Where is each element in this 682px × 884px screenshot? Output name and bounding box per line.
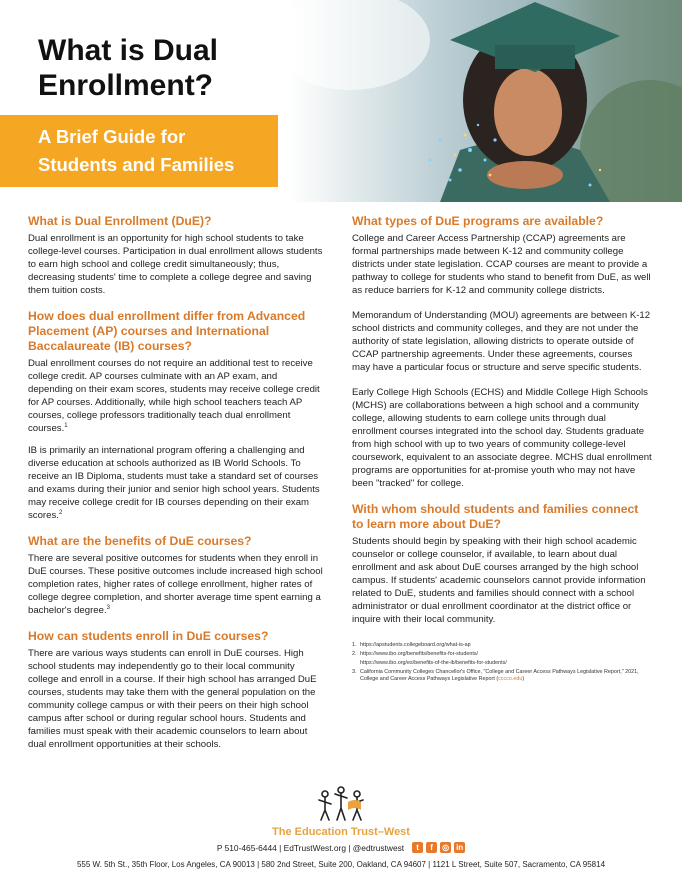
footnote-item <box>352 651 652 658</box>
left-column <box>28 214 324 763</box>
title-line-2: Enrollment? <box>38 69 214 102</box>
footnote-number: 2. <box>352 651 357 657</box>
footnote-tail: ) <box>522 676 525 682</box>
section-paragraph <box>28 357 324 435</box>
footnote-citation: California Community Colleges Chancellor's Office, "College and Career Access Pathways Legislative Report," 2021, College and Career Access Pathways Legislative Report ( <box>360 669 639 682</box>
footnote-number <box>352 660 360 667</box>
section-heading-what-is-due: What is Dual Enrollment (DuE)? <box>28 214 212 228</box>
page-title <box>38 33 298 103</box>
section-paragraph: Early College High Schools (ECHS) and Middle College High Schools (MCHS) are collaborations between a high school and a community college, allowing students to earn college units through dual enrollment courses integrated into the school day. Students graduate from high school with up to two years of community college-level coursework, equivalent to an associate degree. MCHS dual enrollment programs are opportunities for at-promise youth who may not have been "tracked" for college. <box>352 387 652 489</box>
section-heading-ap-ib-difference: How does dual enrollment differ from Advanced Placement (AP) courses and International Baccalaureate (IB) courses? <box>28 309 306 353</box>
paragraph-text: IB is primarily an international program offering a challenging and diverse education at schools authorized as IB World Schools. To receive an IB Diploma, students must take a standard set of courses and exams during their junior and senior high school years. Students may receive college credit for IB courses depending on their exam scores. <box>28 445 320 521</box>
contact-text: P 510-465-6444 | EdTrustWest.org | @edtrustwest <box>216 842 405 853</box>
footnote-item <box>352 642 652 649</box>
section-paragraph: College and Career Access Partnership (CCAP) agreements are formal partnerships made between K-12 and community college districts under state legislation. CCAP courses are meant to provide a pathway to college for students who stand to benefit from DuE, as well as reduce barriers for K-12 and community college districts. <box>352 233 651 296</box>
section-heading-who-to-connect: With whom should students and families connect to learn more about DuE? <box>352 502 639 531</box>
section-paragraph: Memorandum of Understanding (MOU) agreements are between K-12 school districts and community colleges, and they are not under the authority of state legislation, allowing districts to operate outside of CCAP partnership agreements. Under these agreements, courses may have a particular focus or structure and serve specific students. <box>352 310 651 373</box>
right-column <box>352 214 652 685</box>
footer <box>0 780 682 884</box>
subtitle-line-1: A Brief Guide for <box>38 126 186 147</box>
section-paragraph: There are various ways students can enroll in DuE courses. High school students may independently go to their local community college and enroll in a course. If their high school has arranged DuE courses, students may take them with the general population on the community college campus or with their peers on their high school campus after school or during regular school hours. Students and families must speak with their academic counselors to learn about dual enrollment opportunities at their schools. <box>28 648 317 750</box>
footnote-number: 1. <box>352 642 357 648</box>
footnote-link[interactable]: https://www.ibo.org/benefits/benefits-for-students/ <box>360 651 479 657</box>
section-paragraph: Dual enrollment is an opportunity for high school students to take college-level courses. Participation in dual enrollment allows students to earn high school and college credit simultaneously; thus, decreasing students' time to complete a college degree and saving them tuition costs. <box>28 233 323 296</box>
twitter-icon[interactable]: t <box>412 842 423 853</box>
section-heading-program-types: What types of DuE programs are available? <box>352 214 604 228</box>
paragraph-text: Dual enrollment courses do not require an additional test to receive college credit. AP courses culminate with an AP exam, and depending on their exam scores, students may receive college credit for AP courses. Additionally, while high school teachers teach AP courses, college professors traditionally teach dual enrollment courses. <box>28 358 320 434</box>
footnote-text <box>360 669 652 683</box>
footnote-link[interactable]: https://apstudents.collegeboard.org/what-is-ap <box>360 642 471 648</box>
org-name: The Education Trust–West <box>272 826 410 838</box>
subtitle-band <box>0 115 278 187</box>
paragraph-text: There are several positive outcomes for students when they enroll in DuE courses. These positive outcomes include increased high school completion rates, higher rates of college enrollment, higher rates of college degree completion, and shorter average time spent earning a bachelor's degree. <box>28 553 323 616</box>
footnote-link[interactable]: cccco.edu <box>498 676 523 682</box>
footnote-ref: 2 <box>58 509 63 516</box>
footnote-link[interactable]: https://www.ibo.org/es/benefits-of-the-ib/benefits-for-students/ <box>360 660 507 666</box>
facebook-icon[interactable]: f <box>426 842 437 853</box>
section-heading-benefits: What are the benefits of DuE courses? <box>28 534 252 548</box>
subtitle-line-2: Students and Families <box>38 154 235 175</box>
social-icons <box>412 842 465 853</box>
footnote-item <box>352 660 652 667</box>
footnote-ref: 3 <box>106 604 110 611</box>
footnote-item <box>352 669 652 683</box>
footnotes <box>352 642 652 683</box>
section-heading-how-enroll: How can students enroll in DuE courses? <box>28 629 269 643</box>
section-paragraph <box>28 552 324 617</box>
instagram-icon[interactable]: ◎ <box>440 842 451 853</box>
header <box>0 0 682 202</box>
footnote-ref: 1 <box>64 422 68 429</box>
section-paragraph: Students should begin by speaking with their high school academic counselor or college counselor, if available, to learn about dual enrollment and ask about DuE courses arranged by the high school campus. If students' academic counselors cannot provide information related to DuE, students and families should connect with a school administrator or dual enrollment coordinator at the district office or inquire with their local community. <box>352 536 646 625</box>
linkedin-icon[interactable]: in <box>456 843 464 852</box>
contact-line <box>0 842 682 853</box>
address-line: 555 W. 5th St., 35th Floor, Los Angeles, CA 90013 | 580 2nd Street, Suite 200, Oakland, CA 94607 | 1121 L Street, Suite 507, Sacramento, CA 95814 <box>76 860 606 869</box>
graduate-photo <box>290 0 682 202</box>
title-line-1: What is Dual <box>38 34 219 67</box>
footnote-number: 3. <box>352 669 357 675</box>
education-trust-logo-icon <box>315 784 367 824</box>
section-paragraph <box>28 444 324 522</box>
